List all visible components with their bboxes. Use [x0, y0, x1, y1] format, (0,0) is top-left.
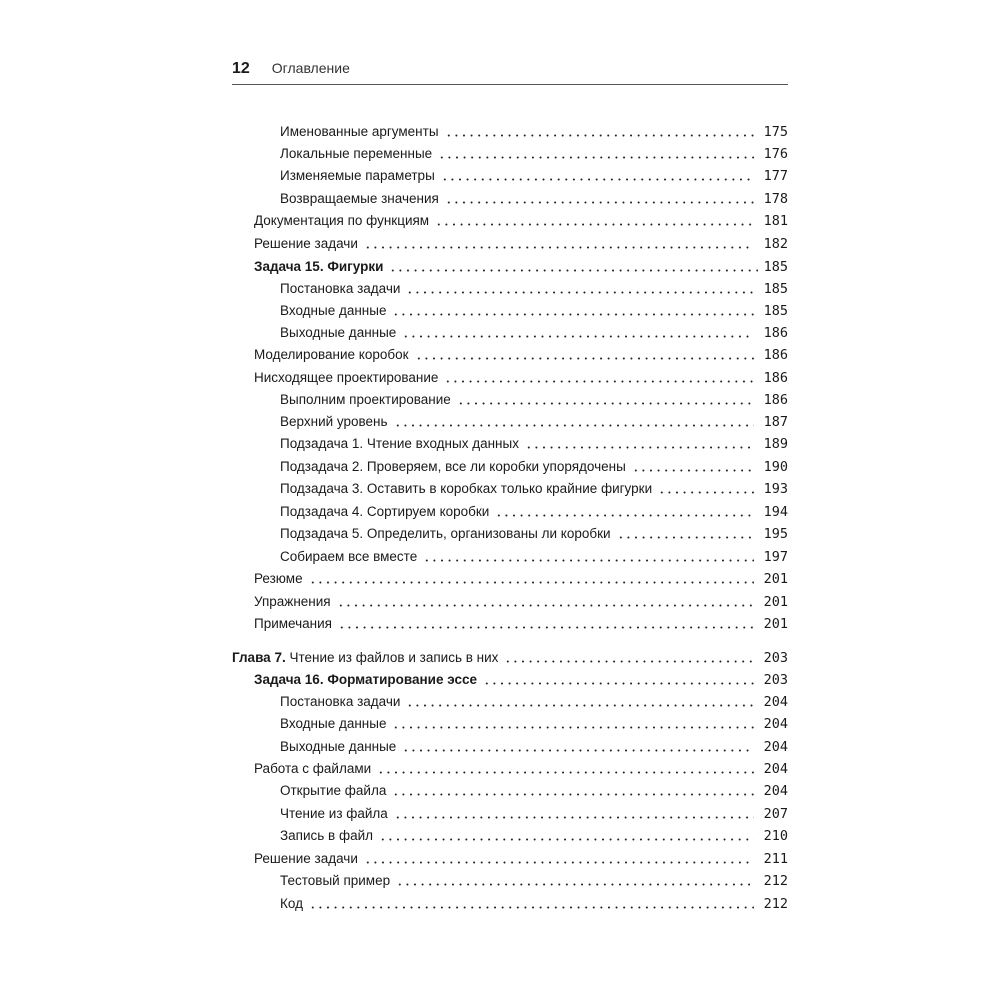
dot-leader — [394, 816, 754, 819]
dot-leader — [406, 291, 754, 294]
toc-page-number: 193 — [763, 481, 788, 497]
dot-leader — [402, 749, 754, 752]
dot-leader — [441, 178, 754, 181]
toc-row — [280, 803, 788, 823]
toc-entry-title: Тестовый пример — [280, 873, 391, 888]
dot-leader — [435, 223, 754, 226]
toc-row — [280, 713, 788, 733]
toc-row — [280, 691, 788, 711]
toc-row — [254, 344, 788, 364]
toc-page-number: 201 — [763, 594, 788, 610]
toc-entry-title: Решение задачи — [254, 851, 358, 866]
toc-row — [280, 411, 788, 431]
dot-leader — [309, 906, 754, 909]
dot-leader — [337, 604, 754, 607]
chapter-title: Чтение из файлов и запись в них — [285, 650, 499, 665]
toc-row — [280, 121, 788, 141]
running-title: Оглавление — [271, 60, 350, 76]
toc-page-number: 212 — [763, 896, 788, 912]
toc-page-number: 177 — [763, 168, 788, 184]
toc-entry-title: Запись в файл — [280, 828, 374, 843]
toc-page-number: 186 — [763, 392, 788, 408]
toc-page-number: 204 — [763, 739, 788, 755]
toc-page-number: 204 — [763, 694, 788, 710]
dot-leader — [364, 246, 754, 249]
toc-page-number: 203 — [763, 672, 788, 688]
toc-row — [254, 256, 788, 276]
dot-leader — [394, 424, 754, 427]
toc-row — [254, 233, 788, 253]
toc-page-number: 185 — [763, 259, 788, 275]
toc-page-number: 195 — [763, 526, 788, 542]
dot-leader — [658, 491, 754, 494]
dot-leader — [396, 883, 754, 886]
dot-leader — [379, 838, 754, 841]
toc-row — [280, 825, 788, 845]
toc-entry-title: Решение задачи — [254, 236, 358, 251]
toc-entry-title: Моделирование коробок — [254, 347, 409, 362]
toc-row — [280, 456, 788, 476]
toc-page-number: 187 — [763, 414, 788, 430]
toc-row — [280, 165, 788, 185]
toc-page-number: 201 — [763, 616, 788, 632]
toc-entry-title: Выходные данные — [280, 325, 397, 340]
toc-entry-title: Резюме — [254, 571, 303, 586]
toc-entry-title: Подзадача 2. Проверяем, все ли коробки упорядочены — [280, 459, 626, 474]
toc-chapter-title — [232, 649, 498, 667]
dot-leader — [377, 771, 754, 774]
toc-row — [280, 501, 788, 521]
toc-entry-title: Выходные данные — [280, 739, 397, 754]
toc-page-number: 204 — [763, 716, 788, 732]
toc-row — [280, 278, 788, 298]
toc-entry-title: Задача 16. Форматирование эссе — [254, 672, 478, 687]
toc-entry-title: Верхний уровень — [280, 414, 388, 429]
toc-row — [280, 322, 788, 342]
toc-entry-title: Возвращаемые значения — [280, 191, 439, 206]
toc-page-number: 204 — [763, 761, 788, 777]
toc-page-number: 190 — [763, 459, 788, 475]
dot-leader — [423, 559, 754, 562]
dot-leader — [402, 335, 754, 338]
dot-leader — [445, 134, 754, 137]
toc-page-number: 201 — [763, 571, 788, 587]
toc-entry-title: Код — [280, 896, 303, 911]
dot-leader — [632, 469, 754, 472]
toc-entry-title: Упражнения — [254, 594, 331, 609]
toc-page-number: 197 — [763, 549, 788, 565]
toc-row — [254, 848, 788, 868]
toc-row — [280, 433, 788, 453]
dot-leader — [392, 313, 754, 316]
toc-page-number: 194 — [763, 504, 788, 520]
toc-row — [254, 669, 788, 689]
toc-page-number: 210 — [763, 828, 788, 844]
toc-entry-title: Постановка задачи — [280, 281, 401, 296]
toc-entry-title: Подзадача 5. Определить, организованы ли коробки — [280, 526, 611, 541]
toc-entry-title: Входные данные — [280, 716, 387, 731]
dot-leader — [438, 156, 754, 159]
toc-page-number: 185 — [763, 303, 788, 319]
toc-page-number: 178 — [763, 191, 788, 207]
dot-leader — [483, 682, 758, 685]
toc-entry-title: Нисходящее проектирование — [254, 370, 439, 385]
toc-entry-title: Подзадача 4. Сортируем коробки — [280, 504, 490, 519]
toc-page-number: 211 — [763, 851, 788, 867]
dot-leader — [525, 446, 754, 449]
toc-row — [280, 478, 788, 498]
toc-row — [280, 736, 788, 756]
toc-page-number: 181 — [763, 213, 788, 229]
toc-entry-title: Документация по функциям — [254, 213, 430, 228]
dot-leader — [364, 861, 754, 864]
toc-entry-title: Подзадача 3. Оставить в коробках только крайние фигурки — [280, 481, 653, 496]
dot-leader — [457, 402, 754, 405]
toc-page-number: 185 — [763, 281, 788, 297]
toc-entry-title: Работа с файлами — [254, 761, 372, 776]
dot-leader — [495, 514, 754, 517]
toc-row — [280, 546, 788, 566]
toc-row — [280, 870, 788, 890]
dot-leader — [406, 704, 754, 707]
dot-leader — [617, 536, 754, 539]
toc-row — [254, 568, 788, 588]
toc-chapter-row — [232, 647, 788, 667]
toc-entry-title: Собираем все вместе — [280, 549, 418, 564]
toc-entry-title: Входные данные — [280, 303, 387, 318]
toc-page-number: 207 — [763, 806, 788, 822]
toc-row — [280, 300, 788, 320]
toc-entry-title: Выполним проектирование — [280, 392, 451, 407]
toc-row — [254, 613, 788, 633]
toc-row — [280, 188, 788, 208]
toc-page-number: 203 — [763, 650, 788, 666]
toc-page-number: 182 — [763, 236, 788, 252]
dot-leader — [392, 793, 754, 796]
toc-row — [254, 758, 788, 778]
toc-row — [254, 367, 788, 387]
dot-leader — [415, 357, 755, 360]
toc-row — [280, 780, 788, 800]
toc-page-number: 176 — [763, 146, 788, 162]
toc-entry-title: Открытие файла — [280, 783, 387, 798]
toc-entry-title: Задача 15. Фигурки — [254, 259, 384, 274]
toc-entry-title: Подзадача 1. Чтение входных данных — [280, 436, 519, 451]
toc-entry-title: Примечания — [254, 616, 332, 631]
toc-row — [254, 591, 788, 611]
toc-entry-title: Локальные переменные — [280, 146, 433, 161]
toc-entry-title: Чтение из файла — [280, 806, 388, 821]
toc-row — [280, 389, 788, 409]
dot-leader — [309, 581, 754, 584]
toc-page-number: 175 — [763, 124, 788, 140]
toc-page-number: 212 — [763, 873, 788, 889]
toc-page-number: 186 — [763, 325, 788, 341]
toc-page-number: 189 — [763, 436, 788, 452]
dot-leader — [392, 726, 754, 729]
toc-entry-title: Изменяемые параметры — [280, 168, 435, 183]
toc-entry-title: Именованные аргументы — [280, 124, 439, 139]
toc-page-number: 204 — [763, 783, 788, 799]
dot-leader — [444, 380, 754, 383]
toc-row — [280, 893, 788, 913]
toc-row — [254, 210, 788, 230]
toc-row — [280, 143, 788, 163]
dot-leader — [504, 660, 754, 663]
toc-page-number: 186 — [763, 370, 788, 386]
toc-entry-title: Постановка задачи — [280, 694, 401, 709]
chapter-label: Глава 7. — [232, 650, 286, 665]
toc-row — [280, 523, 788, 543]
page-number: 12 — [232, 60, 250, 77]
dot-leader — [338, 626, 754, 629]
dot-leader — [445, 201, 754, 204]
dot-leader — [389, 269, 758, 272]
toc-page-number: 186 — [763, 347, 788, 363]
